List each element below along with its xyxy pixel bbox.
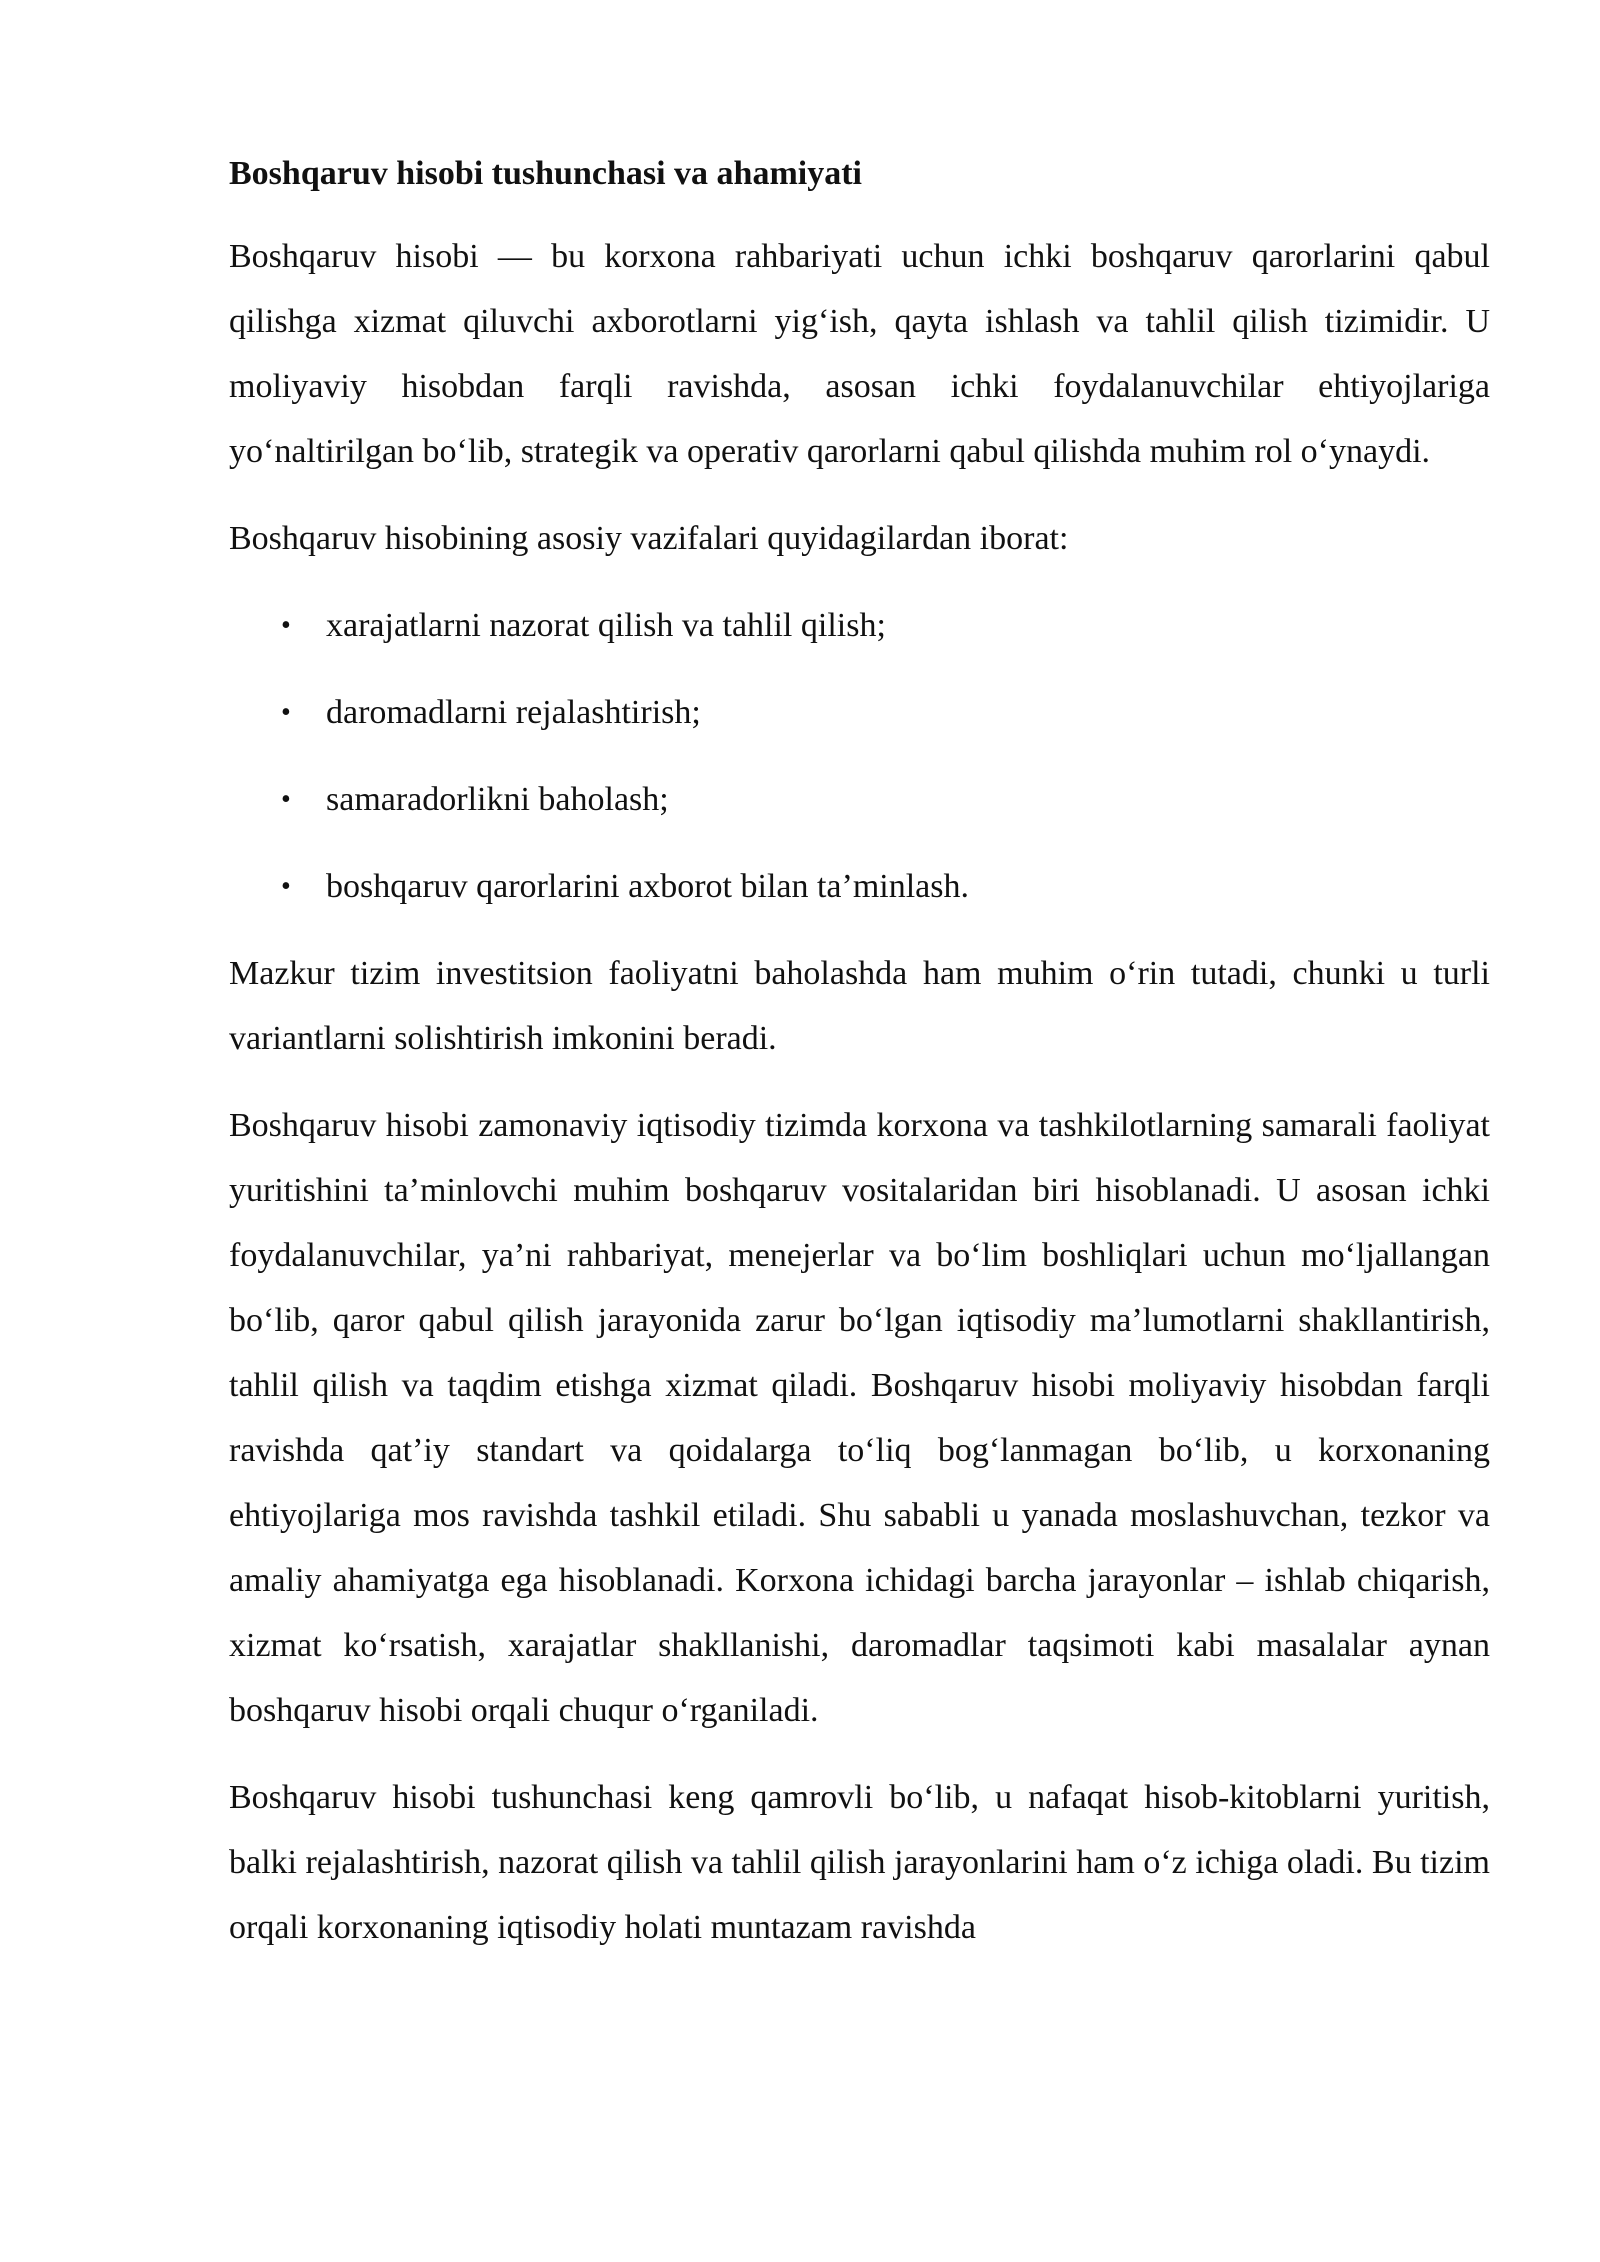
list-item <box>229 767 1490 832</box>
list-item <box>229 854 1490 919</box>
bullet-icon: • <box>281 697 291 728</box>
bullet-icon: • <box>281 610 291 641</box>
bullet-icon: • <box>281 784 291 815</box>
paragraph-investment: Mazkur tizim investitsion faoliyatni baholashda ham muhim o‘rin tutadi, chunki u turli variantlarni solishtirish imkonini beradi. <box>229 955 1490 1057</box>
bullet-icon: • <box>281 871 291 902</box>
tasks-list <box>229 593 1490 919</box>
document-title: Boshqaruv hisobi tushunchasi va ahamiyati <box>229 155 862 192</box>
list-item-text: daromadlarni rejalashtirish; <box>326 694 701 731</box>
paragraph-tasks-intro: Boshqaruv hisobining asosiy vazifalari quyidagilardan iborat: <box>229 520 1069 557</box>
list-item-text: boshqaruv qarorlarini axborot bilan ta’minlash. <box>326 868 969 905</box>
paragraph-concept-scope: Boshqaruv hisobi tushunchasi keng qamrovli bo‘lib, u nafaqat hisob-kitoblarni yuritish, balki rejalashtirish, nazorat qilish va tahlil qilish jarayonlarini ham o‘z ichiga oladi. Bu tizim orqali korxonaning iqtisodiy holati muntazam ravishda <box>229 1779 1490 1946</box>
list-item-text: samaradorlikni baholash; <box>326 781 669 818</box>
paragraph-modern-system: Boshqaruv hisobi zamonaviy iqtisodiy tizimda korxona va tashkilotlarning samarali faoliyat yuritishini ta’minlovchi muhim boshqaruv vositalaridan biri hisoblanadi. U asosan ichki foydalanuvchilar, ya’ni rahbariyat, menejerlar va bo‘lim boshliqlari uchun mo‘ljallangan bo‘lib, qaror qabul qilish jarayonida zarur bo‘lgan iqtisodiy ma’lumotlarni shakllantirish, tahlil qilish va taqdim etishga xizmat qiladi. Boshqaruv hisobi moliyaviy hisobdan farqli ravishda qat’iy standart va qoidalarga to‘liq bog‘lanmagan bo‘lib, u korxonaning ehtiyojlariga mos ravishda tashkil etiladi. Shu sababli u yanada moslashuvchan, tezkor va amaliy ahamiyatga ega hisoblanadi. Korxona ichidagi barcha jarayonlar – ishlab chiqarish, xizmat ko‘rsatish, xarajatlar shakllanishi, daromadlar taqsimoti kabi masalalar aynan boshqaruv hisobi orqali chuqur o‘rganiladi. <box>229 1107 1490 1729</box>
list-item <box>229 680 1490 745</box>
paragraph-definition: Boshqaruv hisobi — bu korxona rahbariyati uchun ichki boshqaruv qarorlarini qabul qilishga xizmat qiluvchi axborotlarni yig‘ish, qayta ishlash va tahlil qilish tizimidir. U moliyaviy hisobdan farqli ravishda, asosan ichki foydalanuvchilar ehtiyojlariga yo‘naltirilgan bo‘lib, strategik va operativ qarorlarni qabul qilishda muhim rol o‘ynaydi. <box>229 238 1490 470</box>
list-item <box>229 593 1490 658</box>
list-item-text: xarajatlarni nazorat qilish va tahlil qilish; <box>326 607 886 644</box>
